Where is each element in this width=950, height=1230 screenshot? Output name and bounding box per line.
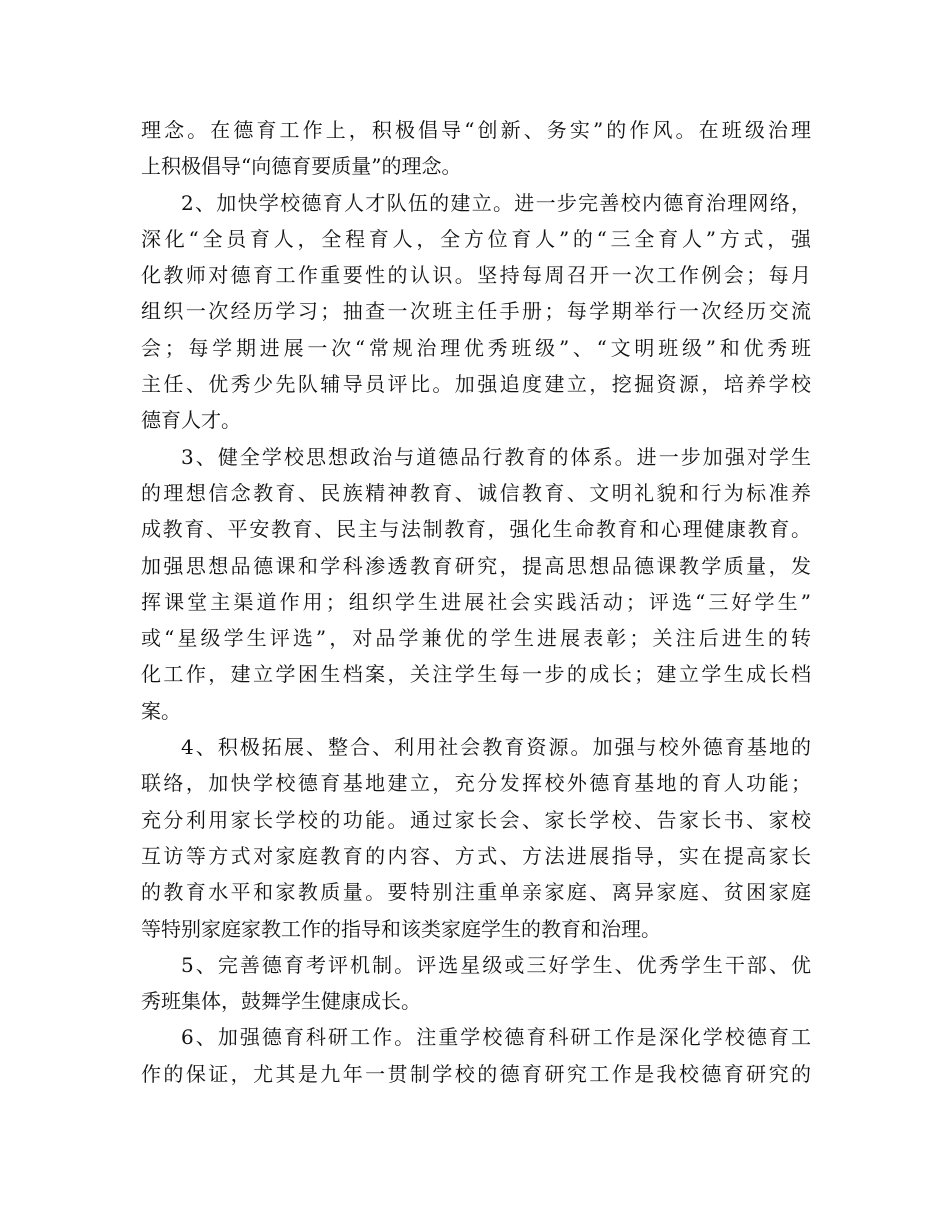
text-line: 化教师对德育工作重要性的认识。坚持每周召开一次工作例会；每月 (141, 263, 811, 288)
text-line: 联络，加快学校德育基地建立，充分发挥校外德育基地的育人功能； (141, 771, 811, 796)
text-line: 秀班集体，鼓舞学生健康成长。 (141, 989, 421, 1014)
text-line: 作的保证，尤其是九年一贯制学校的德育研究工作是我校德育研究的 (141, 1061, 811, 1086)
text-line: 6、加强德育科研工作。注重学校德育科研工作是深化学校德育工 (181, 1025, 811, 1050)
text-line: 组织一次经历学习；抽查一次班主任手册；每学期举行一次经历交流 (141, 299, 811, 324)
text-line: 或“星级学生评选”，对品学兼优的学生进展表彰；关注后进生的转 (141, 626, 811, 651)
text-line: 5、完善德育考评机制。评选星级或三好学生、优秀学生干部、优 (181, 952, 811, 977)
text-line: 案。 (141, 698, 181, 723)
paragraph-2 (141, 185, 811, 439)
paragraph-5 (141, 947, 811, 1020)
text-line: 的理想信念教育、民族精神教育、诚信教育、文明礼貌和行为标准养 (141, 480, 811, 505)
paragraph-1 (141, 112, 811, 185)
text-line: 等特别家庭家教工作的指导和该类家庭学生的教育和治理。 (141, 916, 661, 941)
text-line: 化工作，建立学困生档案，关注学生每一步的成长；建立学生成长档 (141, 662, 811, 687)
text-line: 德育人才。 (141, 408, 241, 433)
text-line: 理念。在德育工作上，积极倡导“创新、务实”的作风。在班级治理 (141, 118, 811, 142)
text-line: 主任、优秀少先队辅导员评比。加强追度建立，挖掘资源，培养学校 (141, 372, 811, 397)
text-line: 上积极倡导“向德育要质量”的理念。 (141, 154, 462, 179)
paragraph-3 (141, 439, 811, 729)
text-line: 的教育水平和家教质量。要特别注重单亲家庭、离异家庭、贫困家庭 (141, 880, 811, 905)
text-line: 3、健全学校思想政治与道德品行教育的体系。进一步加强对学生 (181, 444, 811, 469)
text-line: 会；每学期进展一次“常规治理优秀班级”、“文明班级”和优秀班 (141, 335, 811, 360)
text-line: 充分利用家长学校的功能。通过家长会、家长学校、告家长书、家校 (141, 807, 811, 832)
text-line: 4、积极拓展、整合、利用社会教育资源。加强与校外德育基地的 (181, 735, 811, 760)
document-body (141, 112, 811, 1092)
text-line: 成教育、平安教育、民主与法制教育，强化生命教育和心理健康教育。 (141, 517, 811, 542)
text-line: 加强思想品德课和学科渗透教育研究，提高思想品德课教学质量，发 (141, 553, 811, 578)
text-line: 2、加快学校德育人才队伍的建立。进一步完善校内德育治理网络， (181, 190, 811, 215)
paragraph-6 (141, 1019, 811, 1092)
text-line: 挥课堂主渠道作用；组织学生进展社会实践活动；评选“三好学生” (141, 589, 811, 614)
text-line: 互访等方式对家庭教育的内容、方式、方法进展指导，实在提高家长 (141, 843, 811, 868)
paragraph-4 (141, 729, 811, 947)
text-line: 深化“全员育人，全程育人，全方位育人”的“三全育人”方式，强 (141, 226, 811, 251)
